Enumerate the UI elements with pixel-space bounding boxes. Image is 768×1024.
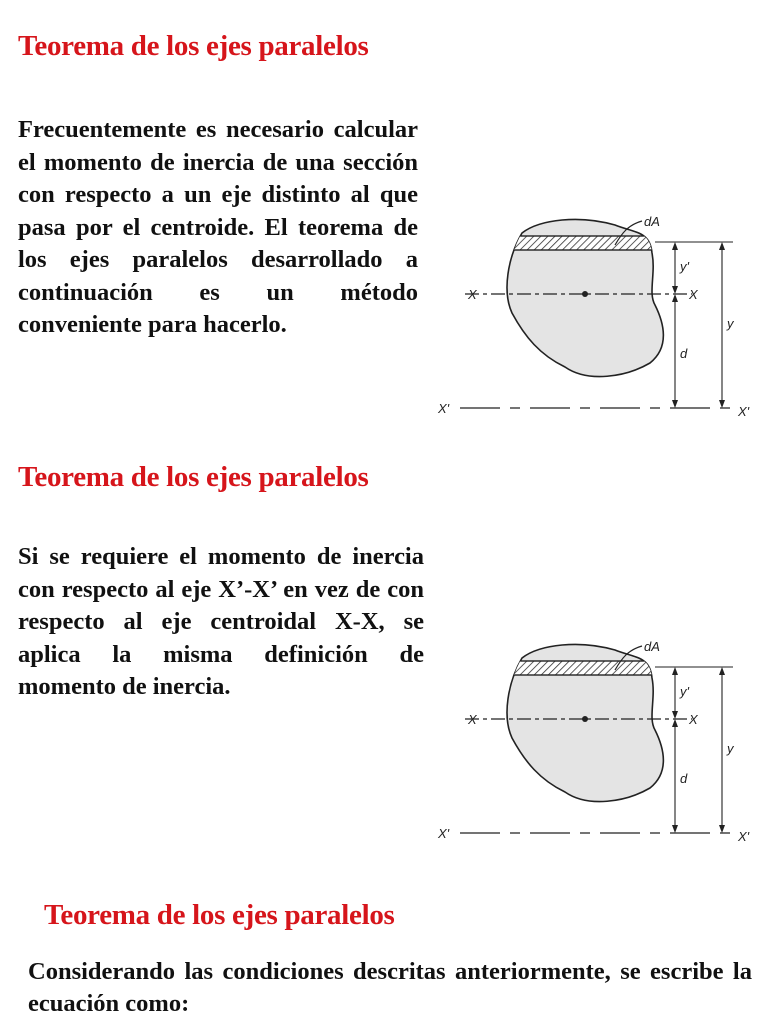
parallel-axis-diagram-svg <box>430 205 768 430</box>
element-strip-dA <box>490 236 690 250</box>
label-d: d <box>680 346 688 361</box>
section-3-heading: Teorema de los ejes paralelos <box>44 899 395 931</box>
parallel-axis-diagram-1 <box>430 205 768 430</box>
label-x-right: X <box>689 287 698 302</box>
centroid-dot <box>582 716 588 722</box>
label-x-prime-right: X' <box>738 829 750 844</box>
label-y-prime: y' <box>680 684 689 699</box>
element-strip-dA <box>490 661 690 675</box>
label-dA: dA <box>644 639 660 654</box>
label-y: y <box>727 741 734 756</box>
parallel-axis-diagram-2 <box>430 630 768 855</box>
label-dA: dA <box>644 214 660 229</box>
label-x-right: X <box>689 712 698 727</box>
section-2-paragraph: Si se requiere el momento de inercia con respecto al eje X’-X’ en vez de con respecto al eje centroidal X-X, se aplica la misma definición de momento de inercia. <box>18 543 424 700</box>
section-1-heading: Teorema de los ejes paralelos <box>18 30 369 62</box>
section-1-paragraph: Frecuentemente es necesario calcular el momento de inercia de una sección con respecto a un eje distinto al que pasa por el centroide. El teorema de los ejes paralelos desarrollado a continuación es un método conveniente para hacerlo. <box>18 116 418 338</box>
parallel-axis-diagram-svg <box>430 630 768 855</box>
section-3-paragraph: Considerando las condiciones descritas anteriormente, se escribe la ecuación como: <box>28 958 752 1017</box>
label-x-left: X <box>468 287 477 302</box>
label-x-left: X <box>468 712 477 727</box>
label-x-prime-right: X' <box>738 404 750 419</box>
label-x-prime-left: X' <box>438 401 450 416</box>
label-d: d <box>680 771 688 786</box>
label-y: y <box>727 316 734 331</box>
centroid-dot <box>582 291 588 297</box>
section-2-heading: Teorema de los ejes paralelos <box>18 461 369 493</box>
label-y-prime: y' <box>680 259 689 274</box>
label-x-prime-left: X' <box>438 826 450 841</box>
